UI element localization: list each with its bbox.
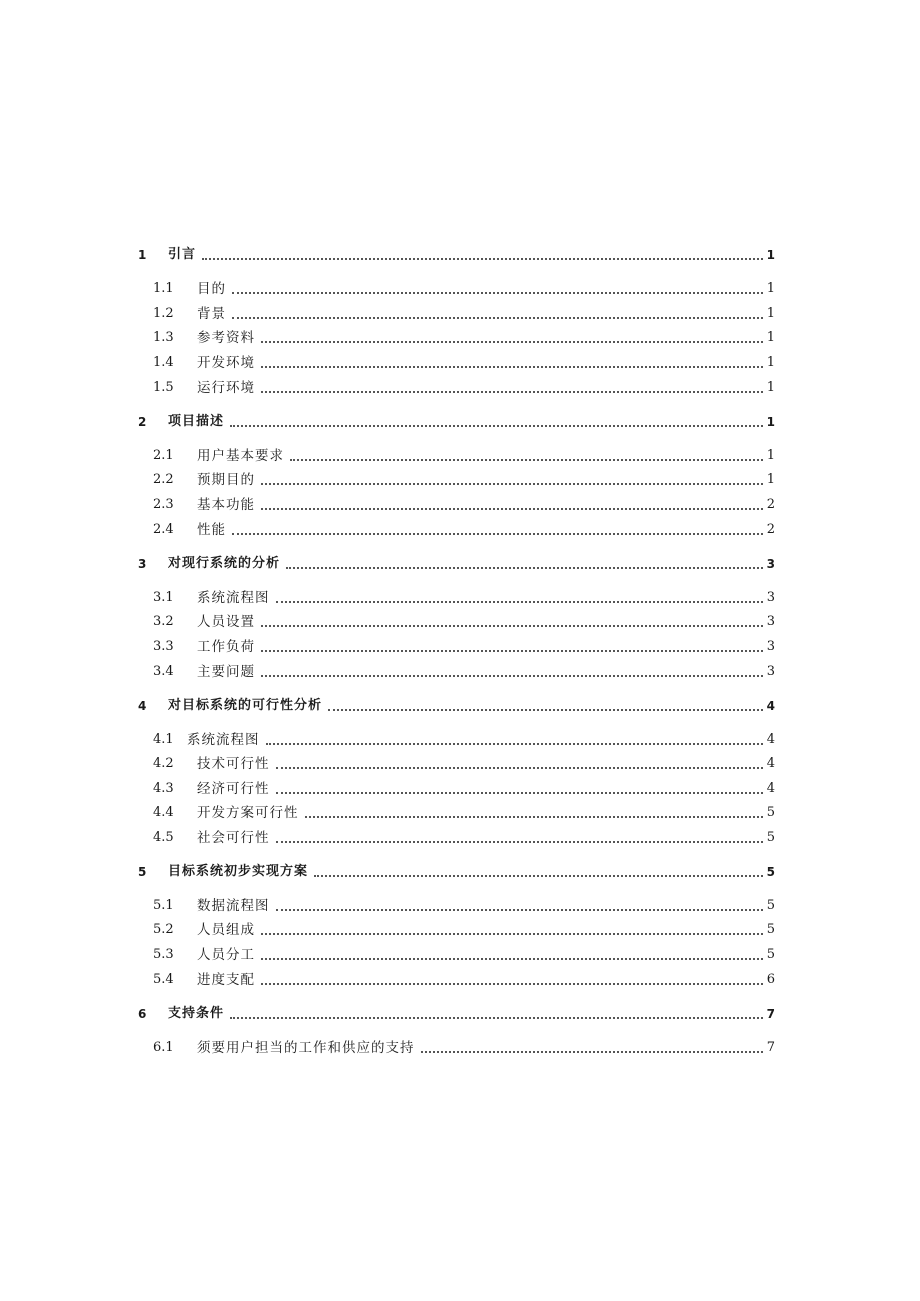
toc-number: 1.3 bbox=[153, 330, 174, 345]
toc-page-number: 1 bbox=[766, 415, 775, 429]
toc-title: 参考资料 bbox=[197, 330, 255, 346]
toc-leader-dots bbox=[261, 625, 763, 627]
toc-entry-5-3[interactable] bbox=[0, 943, 920, 967]
toc-entry-4-3[interactable] bbox=[0, 777, 920, 801]
toc-leader-dots bbox=[266, 743, 763, 745]
toc-title: 经济可行性 bbox=[197, 781, 270, 797]
toc-leader-dots bbox=[276, 792, 763, 794]
toc-leader-dots bbox=[261, 933, 763, 935]
toc-number: 2 bbox=[138, 415, 147, 429]
toc-leader-dots bbox=[261, 341, 763, 343]
toc-entry-5[interactable] bbox=[0, 860, 920, 884]
toc-title: 进度支配 bbox=[197, 972, 255, 988]
toc-number: 3.1 bbox=[153, 590, 174, 605]
toc-page-number: 1 bbox=[766, 448, 775, 463]
toc-leader-dots bbox=[261, 508, 763, 510]
toc-number: 5.1 bbox=[153, 898, 174, 913]
toc-title: 系统流程图 bbox=[197, 590, 270, 606]
toc-page-number: 3 bbox=[766, 664, 775, 679]
toc-title: 主要问题 bbox=[197, 664, 255, 680]
toc-entry-1-2[interactable] bbox=[0, 302, 920, 326]
toc-leader-dots bbox=[232, 317, 763, 319]
toc-entry-2-2[interactable] bbox=[0, 468, 920, 492]
toc-page-number: 2 bbox=[766, 497, 775, 512]
toc-entry-6[interactable] bbox=[0, 1002, 920, 1026]
toc-number: 5.4 bbox=[153, 972, 174, 987]
toc-page-number: 1 bbox=[766, 248, 775, 262]
toc-entry-3-1[interactable] bbox=[0, 586, 920, 610]
toc-entry-1-4[interactable] bbox=[0, 351, 920, 375]
toc-number: 1.4 bbox=[153, 355, 174, 370]
toc-title: 基本功能 bbox=[197, 497, 255, 513]
toc-page-number: 4 bbox=[766, 756, 775, 771]
toc-title: 目的 bbox=[197, 281, 226, 297]
toc-page-number: 3 bbox=[766, 614, 775, 629]
toc-page-number: 2 bbox=[766, 522, 775, 537]
toc-page-number: 1 bbox=[766, 306, 775, 321]
toc-number: 5.2 bbox=[153, 922, 174, 937]
toc-entry-5-1[interactable] bbox=[0, 894, 920, 918]
toc-leader-dots bbox=[261, 391, 763, 393]
toc-title: 系统流程图 bbox=[187, 732, 260, 748]
toc-entry-1-3[interactable] bbox=[0, 326, 920, 350]
toc-page-number: 4 bbox=[766, 781, 775, 796]
toc-leader-dots bbox=[261, 983, 763, 985]
toc-page-number: 1 bbox=[766, 472, 775, 487]
toc-leader-dots bbox=[421, 1051, 763, 1053]
toc-page-number: 1 bbox=[766, 330, 775, 345]
toc-entry-2-3[interactable] bbox=[0, 493, 920, 517]
toc-leader-dots bbox=[261, 483, 763, 485]
toc-title: 对现行系统的分析 bbox=[168, 556, 281, 571]
toc-page-number: 1 bbox=[766, 281, 775, 296]
toc-leader-dots bbox=[261, 675, 763, 677]
toc-number: 5.3 bbox=[153, 947, 174, 962]
toc-leader-dots bbox=[261, 958, 763, 960]
toc-leader-dots bbox=[286, 567, 763, 569]
toc-entry-3-3[interactable] bbox=[0, 635, 920, 659]
toc-title: 开发环境 bbox=[197, 355, 255, 371]
toc-leader-dots bbox=[290, 459, 763, 461]
toc-number: 3.4 bbox=[153, 664, 174, 679]
toc-leader-dots bbox=[328, 709, 763, 711]
toc-leader-dots bbox=[232, 533, 763, 535]
toc-page-number: 7 bbox=[766, 1007, 775, 1021]
toc-leader-dots bbox=[305, 816, 763, 818]
toc-page-number: 1 bbox=[766, 355, 775, 370]
toc-leader-dots bbox=[230, 1017, 763, 1019]
toc-entry-2-4[interactable] bbox=[0, 518, 920, 542]
toc-number: 5 bbox=[138, 865, 147, 879]
toc-entry-3[interactable] bbox=[0, 552, 920, 576]
toc-number: 2.4 bbox=[153, 522, 174, 537]
toc-title: 对目标系统的可行性分析 bbox=[168, 698, 323, 713]
toc-leader-dots bbox=[261, 366, 763, 368]
toc-entry-6-1[interactable] bbox=[0, 1036, 920, 1060]
toc-title: 数据流程图 bbox=[197, 898, 270, 914]
toc-page-number: 4 bbox=[766, 732, 775, 747]
toc-title: 须要用户担当的工作和供应的支持 bbox=[197, 1040, 415, 1056]
toc-entry-1[interactable] bbox=[0, 243, 920, 267]
toc-title: 工作负荷 bbox=[197, 639, 255, 655]
toc-number: 3.3 bbox=[153, 639, 174, 654]
toc-number: 4.2 bbox=[153, 756, 174, 771]
toc-page-number: 7 bbox=[766, 1040, 775, 1055]
toc-entry-4[interactable] bbox=[0, 694, 920, 718]
toc-entry-4-4[interactable] bbox=[0, 801, 920, 825]
toc-title: 预期目的 bbox=[197, 472, 255, 488]
toc-leader-dots bbox=[276, 841, 763, 843]
toc-number: 2.3 bbox=[153, 497, 174, 512]
toc-number: 1.1 bbox=[153, 281, 174, 296]
toc-title: 人员设置 bbox=[197, 614, 255, 630]
toc-leader-dots bbox=[314, 875, 763, 877]
toc-number: 3.2 bbox=[153, 614, 174, 629]
toc-title: 技术可行性 bbox=[197, 756, 270, 772]
toc-leader-dots bbox=[232, 292, 763, 294]
toc-title: 背景 bbox=[197, 306, 226, 322]
toc-title: 开发方案可行性 bbox=[197, 805, 299, 821]
toc-title: 目标系统初步实现方案 bbox=[168, 864, 309, 879]
toc-page-number: 5 bbox=[766, 830, 775, 845]
toc-leader-dots bbox=[230, 425, 763, 427]
toc-number: 4.5 bbox=[153, 830, 174, 845]
toc-title: 引言 bbox=[168, 247, 197, 262]
toc-title: 项目描述 bbox=[168, 414, 225, 429]
toc-number: 6 bbox=[138, 1007, 147, 1021]
toc-title: 社会可行性 bbox=[197, 830, 270, 846]
toc-entry-3-2[interactable] bbox=[0, 610, 920, 634]
toc-leader-dots bbox=[261, 650, 763, 652]
toc-entry-4-1[interactable] bbox=[0, 728, 920, 752]
toc-page-number: 5 bbox=[766, 805, 775, 820]
toc-title: 支持条件 bbox=[168, 1006, 225, 1021]
toc-leader-dots bbox=[276, 601, 763, 603]
toc-number: 1.2 bbox=[153, 306, 174, 321]
toc-page-number: 3 bbox=[766, 639, 775, 654]
toc-entry-4-2[interactable] bbox=[0, 752, 920, 776]
toc-number: 6.1 bbox=[153, 1040, 174, 1055]
toc-leader-dots bbox=[276, 767, 763, 769]
toc-number: 4.3 bbox=[153, 781, 174, 796]
toc-entry-2-1[interactable] bbox=[0, 444, 920, 468]
toc-entry-5-4[interactable] bbox=[0, 968, 920, 992]
toc-page-number: 1 bbox=[766, 380, 775, 395]
toc-title: 用户基本要求 bbox=[197, 448, 284, 464]
toc-page-number: 3 bbox=[766, 557, 775, 571]
toc-number: 2.1 bbox=[153, 448, 174, 463]
toc-number: 4 bbox=[138, 699, 147, 713]
toc-leader-dots bbox=[276, 909, 763, 911]
toc-number: 4.4 bbox=[153, 805, 174, 820]
toc-number: 1.5 bbox=[153, 380, 174, 395]
toc-entry-3-4[interactable] bbox=[0, 660, 920, 684]
toc-number: 1 bbox=[138, 248, 147, 262]
toc-number: 2.2 bbox=[153, 472, 174, 487]
toc-entry-1-5[interactable] bbox=[0, 376, 920, 400]
toc-number: 3 bbox=[138, 557, 147, 571]
toc-entry-4-5[interactable] bbox=[0, 826, 920, 850]
toc-number: 4.1 bbox=[153, 732, 174, 747]
toc-page-number: 5 bbox=[766, 922, 775, 937]
toc-entry-2[interactable] bbox=[0, 410, 920, 434]
toc-entry-1-1[interactable] bbox=[0, 277, 920, 301]
toc-page-number: 5 bbox=[766, 947, 775, 962]
toc-page-number: 3 bbox=[766, 590, 775, 605]
toc-title: 性能 bbox=[197, 522, 226, 538]
toc-entry-5-2[interactable] bbox=[0, 918, 920, 942]
toc-page-number: 4 bbox=[766, 699, 775, 713]
toc-page-number: 6 bbox=[766, 972, 775, 987]
toc-page-number: 5 bbox=[766, 865, 775, 879]
toc-leader-dots bbox=[202, 258, 763, 260]
toc-title: 人员分工 bbox=[197, 947, 255, 963]
toc-page-number: 5 bbox=[766, 898, 775, 913]
toc-title: 运行环境 bbox=[197, 380, 255, 396]
toc-title: 人员组成 bbox=[197, 922, 255, 938]
